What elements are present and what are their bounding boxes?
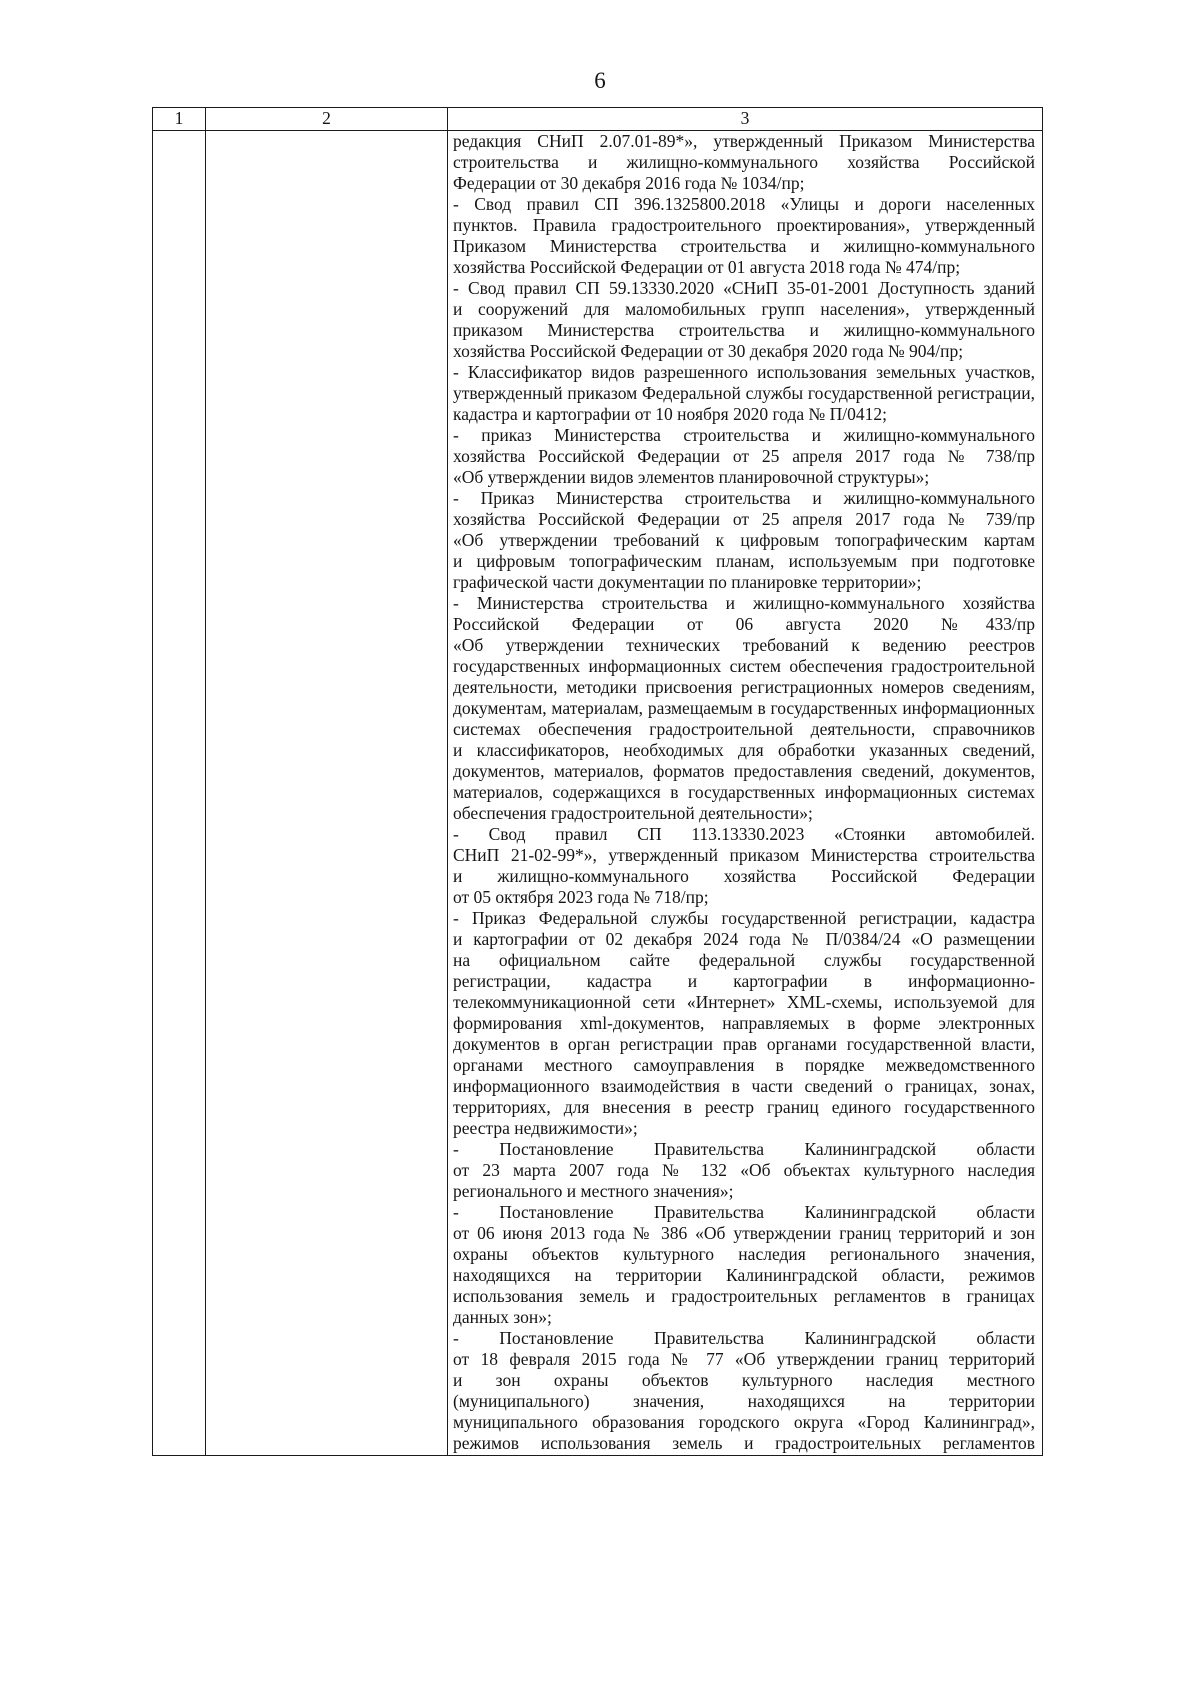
list-entry — [453, 362, 1035, 425]
text-line: и картографии от 02 декабря 2024 года № П/0384/24 «О размещении — [453, 929, 1035, 949]
empty-cell-col2 — [206, 131, 448, 1456]
text-line: обеспечения градостроительной деятельности»; — [453, 803, 813, 823]
text-line: утвержденный приказом Федеральной службы государственной регистрации, — [453, 383, 1035, 403]
text-line: материалов, содержащихся в государственных информационных системах — [453, 782, 1035, 802]
text-line: редакция СНиП 2.07.01-89*», утвержденный Приказом Министерства — [453, 131, 1035, 151]
text-line: от 23 марта 2007 года № 132 «Об объектах культурного наследия — [453, 1160, 1035, 1180]
text-line: территориях, для внесения в реестр границ единого государственного — [453, 1097, 1035, 1117]
text-line: приказом Министерства строительства и жилищно-коммунального — [453, 320, 1035, 340]
text-line: - Министерства строительства и жилищно-коммунального хозяйства — [453, 593, 1035, 613]
text-line: Российской Федерации от 06 августа 2020 №433/пр — [453, 614, 1035, 634]
text-line: «Об утверждении требований к цифровым топографическим картам — [453, 530, 1035, 550]
requirements-cell — [448, 131, 1043, 1456]
text-line: - Приказ Министерства строительства и жилищно-коммунального — [453, 488, 1035, 508]
text-line: и классификаторов, необходимых для обработки указанных сведений, — [453, 740, 1035, 760]
text-line: и цифровым топографическим планам, используемым при подготовке — [453, 551, 1035, 571]
text-line: охраны объектов культурного наследия регионального значения, — [453, 1244, 1035, 1264]
text-line: документам, материалам, размещаемым в государственных информационных — [453, 698, 1035, 718]
text-line: хозяйства Российской Федерации от 30 декабря 2020 года № 904/пр; — [453, 341, 964, 361]
text-line: строительства и жилищно-коммунального хозяйства Российской — [453, 152, 1035, 172]
text-line: на официальном сайте федеральной службы государственной — [453, 950, 1035, 970]
text-line: информационного взаимодействия в части сведений о границах, зонах, — [453, 1076, 1035, 1096]
text-line: - Классификатор видов разрешенного использования земельных участков, — [453, 362, 1035, 382]
text-line: Приказом Министерства строительства и жилищно-коммунального — [453, 236, 1035, 256]
list-entry — [453, 1202, 1035, 1328]
header-cell-1: 1 — [153, 108, 206, 131]
header-cell-3: 3 — [448, 108, 1043, 131]
text-line: хозяйства Российской Федерации от 25 апреля 2017 года № 738/пр — [453, 446, 1035, 466]
text-line: документов в орган регистрации прав органами государственной власти, — [453, 1034, 1035, 1054]
list-entry — [453, 908, 1035, 1139]
text-line: и сооружений для маломобильных групп населения», утвержденный — [453, 299, 1035, 319]
text-line: регионального и местного значения»; — [453, 1181, 734, 1201]
text-line: хозяйства Российской Федерации от 25 апреля 2017 года № 739/пр — [453, 509, 1035, 529]
text-line: - Приказ Федеральной службы государственной регистрации, кадастра — [453, 908, 1035, 928]
text-line: государственных информационных систем обеспечения градостроительной — [453, 656, 1035, 676]
text-line: органами местного самоуправления в порядке межведомственного — [453, 1055, 1035, 1075]
text-line: СНиП 21-02-99*», утвержденный приказом Министерства строительства — [453, 845, 1035, 865]
text-line: регистрации, кадастра и картографии в информационно- — [453, 971, 1035, 991]
list-entry — [453, 488, 1035, 593]
text-line: от 05 октября 2023 года № 718/пр; — [453, 887, 709, 907]
page-number: 6 — [594, 68, 606, 93]
text-line: и жилищно-коммунального хозяйства Российской Федерации — [453, 866, 1035, 886]
list-entry — [453, 425, 1035, 488]
list-entry — [453, 131, 1035, 194]
header-cell-2: 2 — [206, 108, 448, 131]
text-line: - приказ Министерства строительства и жилищно-коммунального — [453, 425, 1035, 445]
text-line: режимов использования земель и градостроительных регламентов — [453, 1433, 1035, 1453]
list-entry — [453, 1328, 1035, 1454]
text-line: деятельности, методики присвоения регистрационных номеров сведениям, — [453, 677, 1035, 697]
text-line: кадастра и картографии от 10 ноября 2020 года № П/0412; — [453, 404, 887, 424]
text-line: - Постановление Правительства Калининградской области — [453, 1202, 1035, 1222]
text-line: «Об утверждении технических требований к ведению реестров — [453, 635, 1035, 655]
text-line: документов, материалов, форматов предоставления сведений, документов, — [453, 761, 1035, 781]
text-line: телекоммуникационной сети «Интернет» XML-схемы, используемой для — [453, 992, 1035, 1012]
text-line: находящихся на территории Калининградской области, режимов — [453, 1265, 1035, 1285]
text-line: Федерации от 30 декабря 2016 года № 1034/пр; — [453, 173, 805, 193]
text-line: от 18 февраля 2015 года № 77 «Об утверждении границ территорий — [453, 1349, 1035, 1369]
text-line: от 06 июня 2013 года № 386 «Об утверждении границ территорий и зон — [453, 1223, 1035, 1243]
text-line: (муниципального) значения, находящихся на территории — [453, 1391, 1035, 1411]
list-entry — [453, 1139, 1035, 1202]
text-line: графической части документации по планировке территории»; — [453, 572, 922, 592]
text-line: данных зон»; — [453, 1307, 552, 1327]
text-line: - Постановление Правительства Калининградской области — [453, 1139, 1035, 1159]
list-entry — [453, 593, 1035, 824]
text-line: пунктов. Правила градостроительного проектирования», утвержденный — [453, 215, 1035, 235]
text-line: - Постановление Правительства Калининградской области — [453, 1328, 1035, 1348]
text-line: использования земель и градостроительных регламентов в границах — [453, 1286, 1035, 1306]
text-line: и зон охраны объектов культурного наследия местного — [453, 1370, 1035, 1390]
list-entry — [453, 278, 1035, 362]
text-line: муниципального образования городского округа «Город Калининград», — [453, 1412, 1035, 1432]
text-line: - Свод правил СП 59.13330.2020 «СНиП 35-01-2001 Доступность зданий — [453, 278, 1035, 298]
empty-cell-col1 — [153, 131, 206, 1456]
content-table — [152, 107, 1043, 1456]
list-entry — [453, 824, 1035, 908]
text-line: - Свод правил СП 396.1325800.2018 «Улицы и дороги населенных — [453, 194, 1035, 214]
text-line: хозяйства Российской Федерации от 01 августа 2018 года № 474/пр; — [453, 257, 961, 277]
list-entry — [453, 194, 1035, 278]
text-line: системах обеспечения градостроительной деятельности, справочников — [453, 719, 1035, 739]
text-line: реестра недвижимости»; — [453, 1118, 638, 1138]
text-line: формирования xml-документов, направляемых в форме электронных — [453, 1013, 1035, 1033]
text-line: «Об утверждении видов элементов планировочной структуры»; — [453, 467, 930, 487]
text-line: - Свод правил СП 113.13330.2023 «Стоянки автомобилей. — [453, 824, 1035, 844]
